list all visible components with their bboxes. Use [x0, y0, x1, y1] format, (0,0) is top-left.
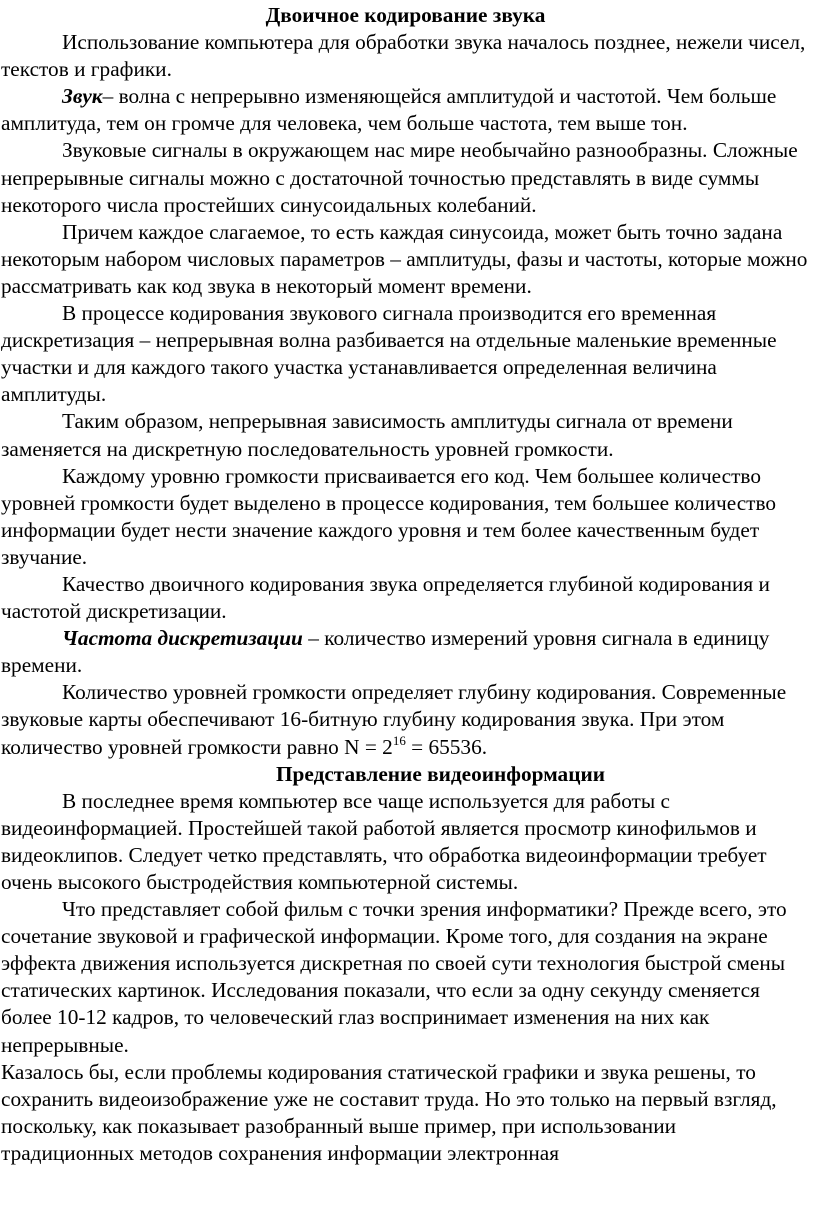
paragraph-video-encoding: Казалось бы, если проблемы кодирования статической графики и звука решены, то сохранить видеоизображение уже не составит труда. Но это только на первый взгляд, поскольку, как показывает разобранный выше пример, при использовании традиционных методов сохранения информации электронная — [1, 1059, 777, 1165]
exponent: 16 — [392, 732, 406, 748]
paragraph-encoding-depth-text: Количество уровней громкости определяет глубину кодирования. Современные звуковые карты обеспечивают 16-битную глубину кодирования звука. При этом количество уровней громкости равно N = 2 — [1, 680, 787, 759]
section-subtitle: Представление видеоинформации — [275, 761, 606, 786]
paragraph-sound-definition — [1, 83, 810, 137]
term-sampling-rate: Частота дискретизации — [62, 626, 303, 651]
paragraph-quality: Качество двоичного кодирования звука определяется глубиной кодирования и частотой дискретизации. — [1, 571, 770, 624]
paragraph-discretization: В процессе кодирования звукового сигнала производится его временная дискретизация – непрерывная волна разбивается на отдельные маленькие временные участки и для каждого такого участка устанавливается определенная величина амплитуды. — [1, 301, 777, 407]
paragraph-sampling-rate — [1, 625, 810, 679]
paragraph-amplitude-levels: Таким образом, непрерывная зависимость амплитуды сигнала от времени заменяется на дискретную последовательность уровней громкости. — [1, 409, 733, 461]
paragraph-sound-signals: Звуковые сигналы в окружающем нас мире необычайно разнообразны. Сложные непрерывные сигналы можно с достаточной точностью представлять в виде суммы некоторого числа простейших синусоидальных колебаний. — [1, 138, 798, 217]
paragraph-film: Что представляет собой фильм с точки зрения информатики? Прежде всего, это сочетание звуковой и графической информации. Кроме того, для создания на экране эффекта движения используется дискретная по своей сути технология быстрой смены статических картинок. Исследования показали, что если за одну секунду сменяется более 10-12 кадров, то человеческий глаз воспринимает изменения на них как непрерывные. — [1, 897, 787, 1057]
paragraph-sampling-rate-text: – количество измерений уровня сигнала в единицу времени. — [1, 626, 770, 678]
paragraph-encoding-depth-tail: = 65536. — [405, 734, 488, 759]
paragraph-level-codes: Каждому уровню громкости присваивается его код. Чем большее количество уровней громкости будет выделено в процессе кодирования, тем большее количество информации будет нести значение каждого уровня и тем более качественным будет звучание. — [1, 463, 777, 569]
page-title: Двоичное кодирование звука — [265, 3, 546, 27]
paragraph-sinusoid: Причем каждое слагаемое, то есть каждая синусоида, может быть точно задана некоторым набором числовых параметров – амплитуды, фазы и частоты, которые можно рассматривать как код звука в некоторый момент времени. — [1, 219, 808, 298]
paragraph-encoding-depth — [1, 679, 810, 760]
paragraph-sound-definition-text: – волна с непрерывно изменяющейся амплитудой и частотой. Чем больше амплитуда, тем он громче для человека, чем больше частота, тем выше тон. — [1, 84, 777, 136]
paragraph-video-intro: В последнее время компьютер все чаще используется для работы с видеоинформацией. Простейшей такой работой является просмотр кинофильмов и видеоклипов. Следует четко представлять, что обработка видеоинформации требует очень высокого быстродействия компьютерной системы. — [1, 788, 767, 894]
paragraph-intro: Использование компьютера для обработки звука началось позднее, нежели чисел, текстов и графики. — [1, 30, 806, 82]
term-sound: Звук — [62, 84, 103, 109]
